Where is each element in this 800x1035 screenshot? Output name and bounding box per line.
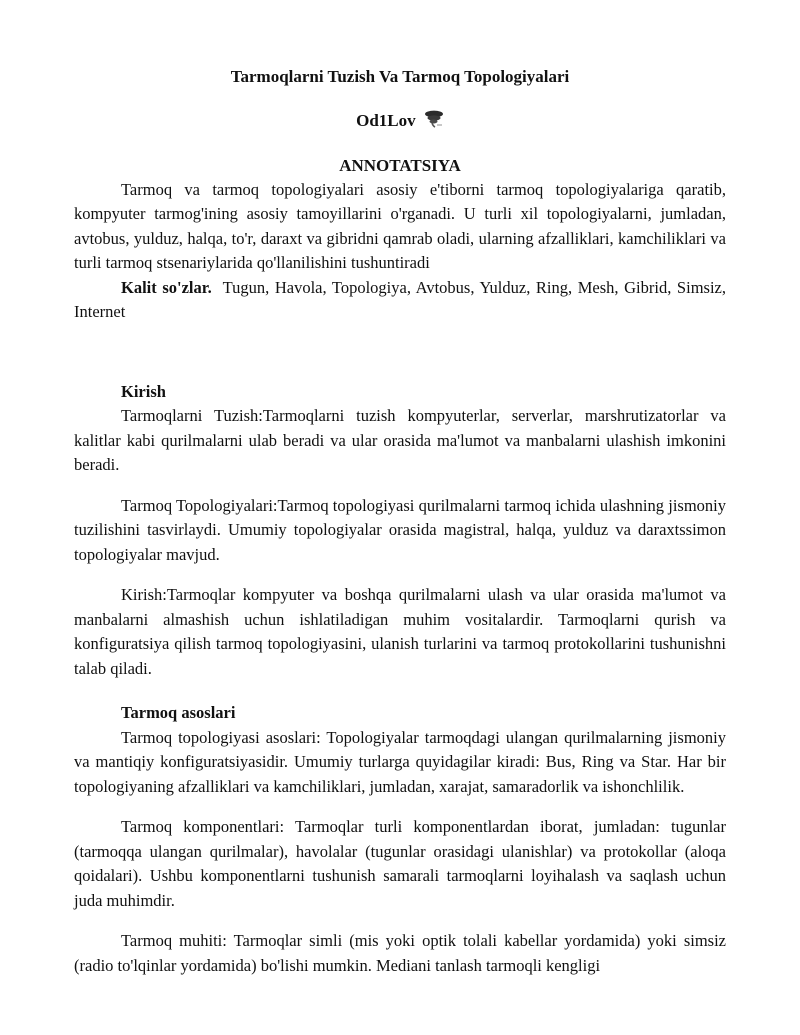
paragraph: Kirish:Tarmoqlar kompyuter va boshqa qurilmalarni ulash va ular orasida ma'lumot va manbalarni almashish uchun ishlatiladigan muhim vositalardir. Tarmoqlarni qurish va konfiguratsiya qilish tarmoq topologiyasini, ulanish turlarini va tarmoq protokollarini tushunishni talab qiladi. <box>74 585 726 678</box>
section-heading-tarmoq-asoslari: Tarmoq asoslari <box>121 703 236 723</box>
paragraph: Tarmoqlarni Tuzish:Tarmoqlarni tuzish kompyuterlar, serverlar, marshrutizatorlar va kalitlar kabi qurilmalarni ulab beradi va ular orasida ma'lumot va manbalarni ulashish imkonini beradi. <box>74 406 726 475</box>
keywords-paragraph <box>74 276 726 325</box>
document-title: Tarmoqlarni Tuzish Va Tarmoq Topologiyalari <box>230 67 570 86</box>
paragraph: Tarmoq Topologiyalari:Tarmoq topologiyasi qurilmalarni tarmoq ichida ulashning jismoniy tuzilishini tasvirlaydi. Umumiy topologiyalar orasida magistral, halqa, yulduz va daraxtssimon topologiyalar mavjud. <box>74 495 726 564</box>
annotation-text: Tarmoq va tarmoq topologiyalari asosiy e'tiborni tarmoq topologiyalariga qaratib, kompyuter tarmog'ining asosiy tamoyillarini o'rganadi. U turli xil topologiyalarni, jumladan, avtobus, yulduz, halqa, to'r, daraxt va gibridni qamrab oladi, ularning afzalliklari, kamchiliklari va turli tarmoq stsenariylarida qo'llanilishini tushuntiradi <box>74 179 726 273</box>
paragraph: Tarmoq topologiyasi asoslari: Topologiyalar tarmoqdagi ulangan qurilmalarning jismoniy va mantiqiy konfiguratsiyasidir. Umumiy turlarga quyidagilar kiradi: Bus, Ring va Star. Har bir topologiyaning afzalliklari va kamchiliklari, jumladan, xarajat, samaradorlik va ishonchlilik. <box>74 727 726 796</box>
paragraph: Tarmoq komponentlari: Tarmoqlar turli komponentlardan iborat, jumladan: tugunlar (tarmoqqa ulangan qurilmalar), havolalar (tugunlar orasidagi ulanishlar) va protokollar (aloqa qoidalari). Ushbu komponentlarni tushunish samarali tarmoqlarni loyihalash va saqlash uchun juda muhimdir. <box>74 817 726 910</box>
keywords-label: Kalit so'zlar. <box>121 277 212 297</box>
section-heading-kirish: Kirish <box>121 381 166 401</box>
tornado-icon <box>424 110 444 135</box>
paragraph: Tarmoq muhiti: Tarmoqlar simli (mis yoki optik tolali kabellar yordamida) yoki simsiz (radio to'lqinlar yordamida) bo'lishi mumkin. Mediani tanlash tarmoqli kengligi <box>74 931 726 975</box>
author-name: Od1Lov <box>356 111 416 130</box>
author-line <box>74 109 726 135</box>
annotation-heading: ANNOTATSIYA <box>339 155 461 175</box>
keywords-list: Tugun, Havola, Topologiya, Avtobus, Yulduz, Ring, Mesh, Gibrid, Simsiz, Internet <box>74 277 726 322</box>
